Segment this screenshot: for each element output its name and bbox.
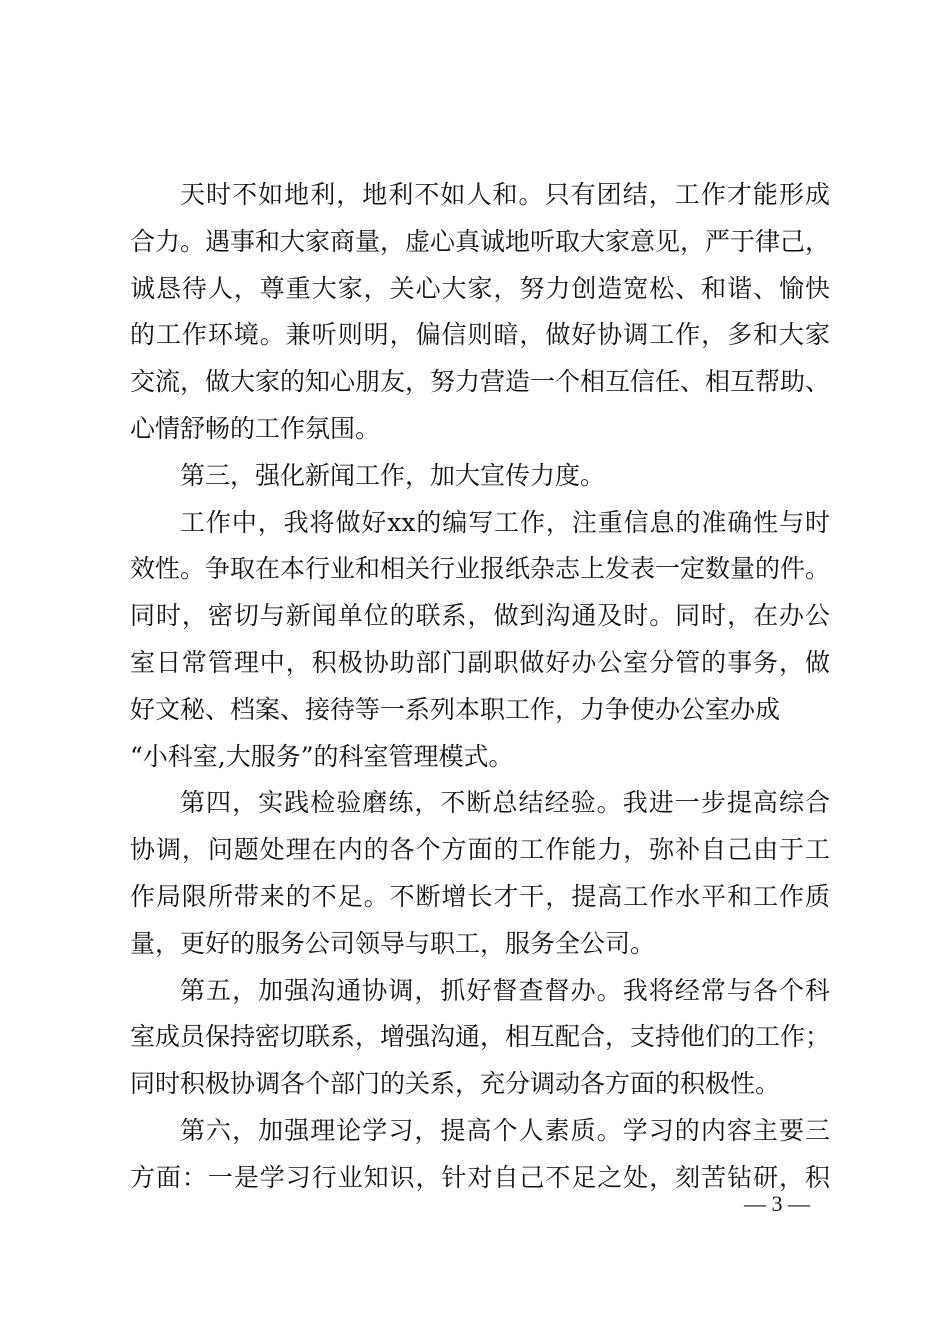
section-heading: 第三，强化新闻工作，加大宣传力度。	[180, 460, 606, 490]
text-line: 心情舒畅的工作氛围。	[130, 413, 381, 443]
text-line: 同时积极协调各个部门的关系，充分调动各方面的积极性。	[130, 1069, 781, 1099]
text-line: 交流，做大家的知心朋友，努力营造一个相互信任、相互帮助、	[130, 367, 831, 397]
text-line: 方面：一是学习行业知识，针对自己不足之处，刻苦钻研，积	[130, 1162, 830, 1192]
text-line: 室日常管理中，积极协助部门副职做好办公室分管的事务，做	[130, 647, 830, 677]
text-line: 第四，实践检验磨练，不断总结经验。我进一步提高综合	[180, 788, 830, 818]
text-line: 效性。争取在本行业和相关行业报纸杂志上发表一定数量的件。	[130, 554, 831, 584]
text-line: 天时不如地利，地利不如人和。只有团结，工作才能形成	[180, 180, 830, 209]
text-line: 量，更好的服务公司领导与职工，服务全公司。	[130, 928, 656, 958]
text-line: 作局限所带来的不足。不断增长才干，提高工作水平和工作质	[130, 881, 830, 911]
text-line: 室成员保持密切联系，增强沟通，相互配合，支持他们的工作；	[130, 1022, 831, 1052]
text-line: 的工作环境。兼听则明，偏信则暗，做好协调工作，多和大家	[130, 320, 830, 350]
page-number: — 3 —	[744, 1191, 810, 1216]
text-line: 诚恳待人，尊重大家，关心大家，努力创造宽松、和谐、愉快	[130, 273, 830, 303]
text-line: “小科室,大服务”的科室管理模式。	[130, 741, 514, 771]
text-line: 第五，加强沟通协调，抓好督查督办。我将经常与各个科	[180, 975, 830, 1005]
text-line: 好文秘、档案、接待等一系列本职工作，力争使办公室办成	[130, 694, 781, 724]
text-line: 第六，加强理论学习，提高个人素质。学习的内容主要三	[180, 1115, 830, 1145]
text-line: 协调，问题处理在内的各个方面的工作能力，弥补自己由于工	[130, 835, 830, 865]
text-line: 合力。遇事和大家商量，虚心真诚地听取大家意见，严于律己，	[130, 226, 831, 256]
body-text	[130, 172, 830, 1202]
text-line: 同时，密切与新闻单位的联系，做到沟通及时。同时，在办公	[130, 601, 830, 631]
text-line: 工作中，我将做好xx的编写工作，注重信息的准确性与时	[180, 507, 830, 537]
